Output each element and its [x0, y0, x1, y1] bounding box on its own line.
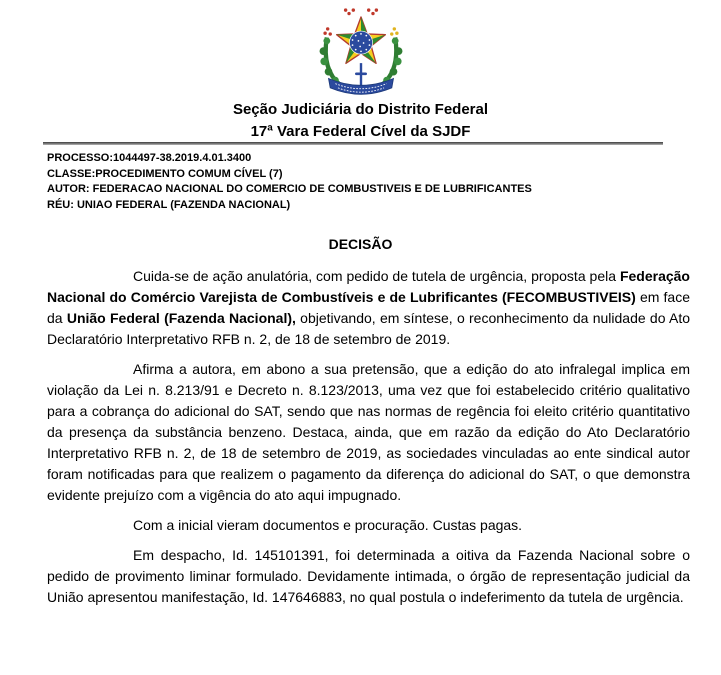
decision-paragraph-2: Afirma a autora, em abono a sua pretensão, que a edição do ato infralegal implica em violação da Lei n. 8.213/91 e Decreto n. 8.123/2013, uma vez que foi estabelecido critério qualitativo para a cobrança do adicional do SAT, sendo que nas normas de regência foi eleito critério quantitativo da presença da substância benzeno. Destaca, ainda, que em razão da edição do Ato Declaratório Interpretativo RFB n. 2, de 18 de setembro de 2019, as sociedades vinculadas ao ente sindical autor foram notificadas para que realizem o pagamento da diferença do adicional do SAT, o que demonstra evidente prejuízo com a vigência do ato aqui impugnado. [47, 361, 690, 503]
case-info-block [47, 151, 687, 213]
brazil-coat-of-arms-icon [306, 5, 416, 99]
decision-title: DECISÃO [328, 236, 393, 252]
header-divider-line [43, 142, 663, 145]
decision-paragraph-3: Com a inicial vieram documentos e procuração. Custas pagas. [133, 517, 523, 533]
decision-paragraph-4: Em despacho, Id. 145101391, foi determinada a oitiva da Fazenda Nacional sobre o pedido de provimento liminar formulado. Devidamente intimada, o órgão de representação judicial da União apresentou manifestação, Id. 147646883, no qual postula o indeferimento da tutela de urgência. [47, 547, 690, 605]
case-field-classe: CLASSE:PROCEDIMENTO COMUM CÍVEL (7) [47, 167, 283, 180]
case-field-reu: RÉU: UNIAO FEDERAL (FAZENDA NACIONAL) [47, 198, 291, 211]
case-field-autor: AUTOR: FEDERACAO NACIONAL DO COMERCIO DE COMBUSTIVEIS E DE LUBRIFICANTES [47, 183, 532, 196]
court-division-title: 17ª Vara Federal Cível da SJDF [250, 123, 471, 140]
decision-paragraph-1: Cuida-se de ação anulatória, com pedido de tutela de urgência, proposta pela Federação Nacional do Comércio Varejista de Combustíveis e de Lubrificantes (FECOMBUSTIVEIS) em face da União Federal (Fazenda Nacional), objetivando, em síntese, o reconhecimento da nulidade do Ato Declaratório Interpretativo RFB n. 2, de 18 de setembro de 2019. [47, 268, 690, 347]
decision-body [47, 266, 690, 617]
court-section-title: Seção Judiciária do Distrito Federal [232, 101, 489, 118]
case-field-processo: PROCESSO:1044497-38.2019.4.01.3400 [47, 152, 252, 164]
